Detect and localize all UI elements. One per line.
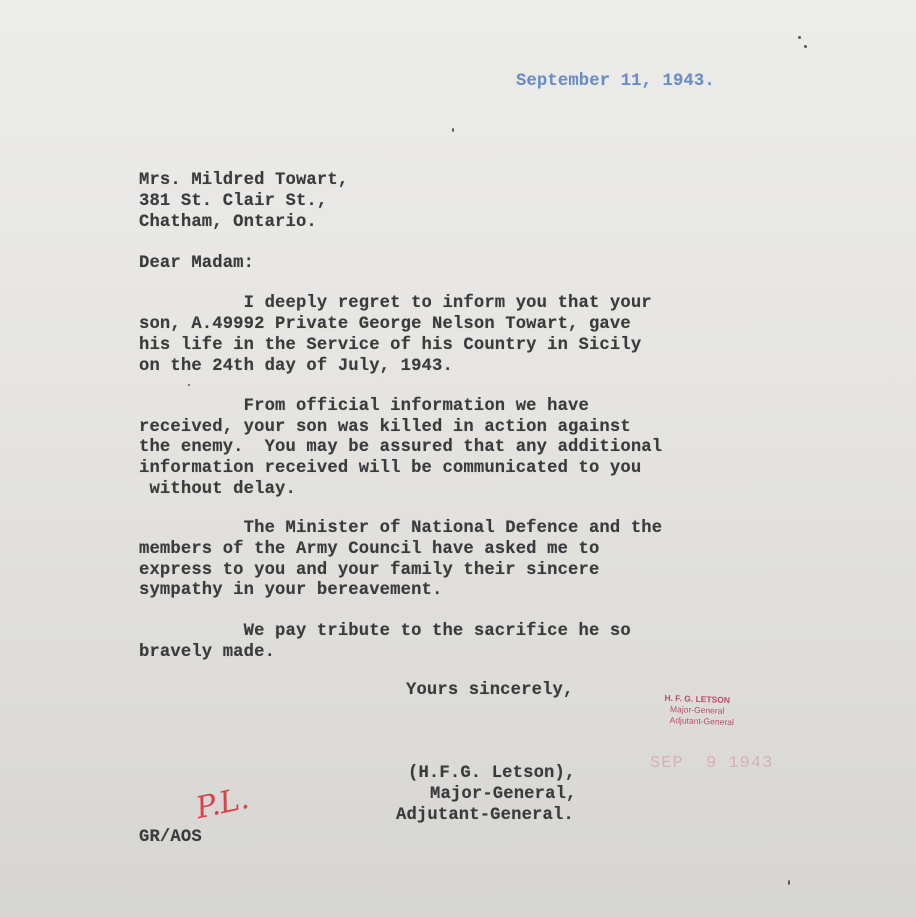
handwritten-initials: P.L. bbox=[192, 780, 253, 827]
recipient-city: Chatham, Ontario. bbox=[139, 213, 317, 232]
paragraph-line: express to you and your family their sincere bbox=[139, 561, 600, 580]
stamp-title: Adjutant-General bbox=[669, 714, 735, 728]
signatory-title: Adjutant-General. bbox=[396, 806, 574, 825]
paragraph-line: I deeply regret to inform you that your bbox=[139, 294, 652, 313]
paragraph-line: bravely made. bbox=[139, 643, 276, 662]
salutation: Dear Madam: bbox=[139, 254, 255, 273]
paragraph-line: his life in the Service of his Country in Sicily bbox=[139, 336, 642, 355]
signatory-name: (H.F.G. Letson), bbox=[408, 764, 576, 783]
paper-speck bbox=[452, 128, 454, 132]
paragraph-line: on the 24th day of July, 1943. bbox=[139, 357, 453, 376]
paragraph-line: The Minister of National Defence and the bbox=[139, 519, 663, 538]
paper-speck bbox=[804, 45, 807, 48]
signature-stamp bbox=[663, 693, 734, 728]
paper-speck bbox=[788, 880, 790, 885]
paragraph-line: information received will be communicated to you bbox=[139, 459, 642, 478]
reference-code: GR/AOS bbox=[139, 828, 202, 847]
signatory-rank: Major-General, bbox=[430, 785, 577, 804]
paragraph-line: son, A.49992 Private George Nelson Towart, gave bbox=[139, 315, 631, 334]
paragraph-line: sympathy in your bereavement. bbox=[139, 581, 443, 600]
paragraph-line: without delay. bbox=[139, 480, 296, 499]
paragraph-line: the enemy. You may be assured that any additional bbox=[139, 438, 663, 457]
paragraph-line: From official information we have bbox=[139, 397, 589, 416]
date-stamp: SEP 9 1943 bbox=[650, 754, 774, 773]
letter-date: September 11, 1943. bbox=[516, 72, 715, 91]
paragraph-line: We pay tribute to the sacrifice he so bbox=[139, 622, 631, 641]
paragraph-line: received, your son was killed in action against bbox=[139, 418, 631, 437]
recipient-street: 381 St. Clair St., bbox=[139, 192, 328, 211]
closing: Yours sincerely, bbox=[406, 681, 574, 700]
paragraph-line: members of the Army Council have asked me to bbox=[139, 540, 600, 559]
stamp-name: H. F. G. LETSON bbox=[664, 692, 731, 706]
paper-speck bbox=[798, 36, 801, 39]
stamp-rank: Major-General bbox=[669, 703, 725, 716]
recipient-name: Mrs. Mildred Towart, bbox=[139, 171, 349, 190]
paper-speck bbox=[188, 384, 190, 386]
